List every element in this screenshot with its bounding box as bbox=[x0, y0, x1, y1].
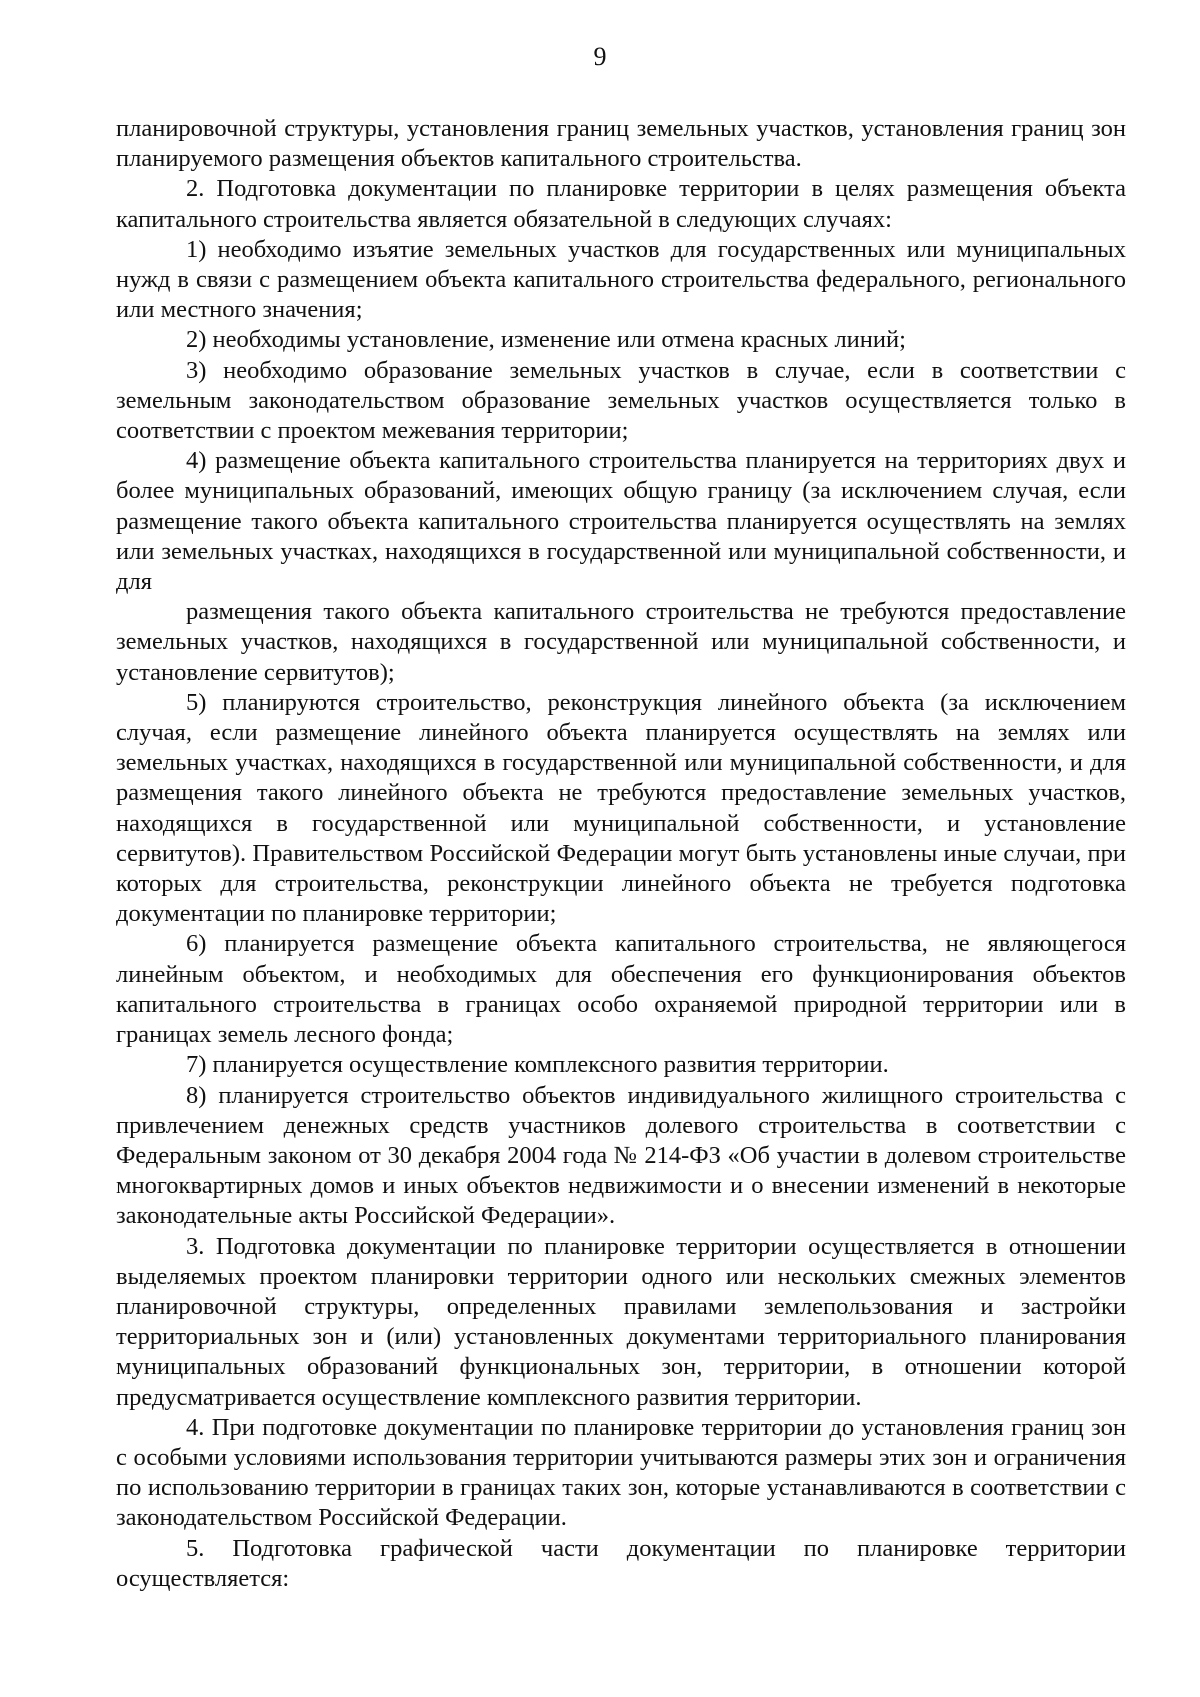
paragraph-subitem-2: 2) необходимы установление, изменение или отмена красных линий; bbox=[186, 326, 906, 354]
paragraph-subitem-4: 4) размещение объекта капитального строительства планируется на территориях двух и более муниципальных образований, имеющих общую границу (за исключением случая, если размещение такого объекта капитального строительства планируется осуществлять на землях или земельных участках, находящихся в государственной или муниципальной собственности, и для bbox=[116, 447, 1126, 596]
paragraph-item-4: 4. При подготовке документации по планировке территории до установления границ зон с особыми условиями использования территории учитываются размеры этих зон и ограничения по использованию территории в границах таких зон, которые устанавливаются в соответствии с законодательством Российской Федерации. bbox=[116, 1413, 1126, 1532]
paragraph-subitem-5: 5) планируются строительство, реконструкция линейного объекта (за исключением случая, если размещение линейного объекта планируется осуществлять на землях или земельных участках, находящихся в государственной или муниципальной собственности, и для размещения такого линейного объекта не требуются предоставление земельных участков, находящихся в государственной или муниципальной собственности, и установление сервитутов). Правительством Российской Федерации могут быть установлены иные случаи, при которых для строительства, реконструкции линейного объекта не требуется подготовка документации по планировке территории; bbox=[116, 688, 1126, 928]
paragraph-subitem-3: 3) необходимо образование земельных участков в случае, если в соответствии с земельным законодательством образование земельных участков осуществляется только в соответствии с проектом межевания территории; bbox=[116, 356, 1126, 445]
paragraph-subitem-6: 6) планируется размещение объекта капитального строительства, не являющегося линейным объектом, и необходимых для обеспечения его функционирования объектов капитального строительства в границах особо охраняемой природной территории или в границах земель лесного фонда; bbox=[116, 930, 1126, 1049]
page-number: 9 bbox=[593, 42, 607, 71]
paragraph-subitem-7: 7) планируется осуществление комплексного развития территории. bbox=[186, 1051, 889, 1079]
paragraph-continuation: планировочной структуры, установления границ земельных участков, установления границ зон планируемого размещения объектов капитального строительства. bbox=[116, 115, 1126, 173]
paragraph-subitem-1: 1) необходимо изъятие земельных участков для государственных или муниципальных нужд в связи с размещением объекта капитального строительства федерального, регионального или местного значения; bbox=[116, 235, 1126, 324]
paragraph-item-3: 3. Подготовка документации по планировке территории осуществляется в отношении выделяемых проектом планировки территории одного или нескольких смежных элементов планировочной структуры, определенных правилами землепользования и застройки территориальных зон и (или) установленных документами территориального планирования муниципальных образований функциональных зон, территории, в отношении которой предусматривается осуществление комплексного развития территории. bbox=[116, 1232, 1126, 1411]
document-body bbox=[116, 114, 1126, 1594]
paragraph-subitem-8: 8) планируется строительство объектов индивидуального жилищного строительства с привлечением денежных средств участников долевого строительства в соответствии с Федеральным законом от 30 декабря 2004 года № 214-ФЗ «Об участии в долевом строительстве многоквартирных домов и иных объектов недвижимости и о внесении изменений в некоторые законодательные акты Российской Федерации». bbox=[116, 1081, 1126, 1230]
paragraph-item-2: 2. Подготовка документации по планировке территории в целях размещения объекта капитального строительства является обязательной в следующих случаях: bbox=[116, 175, 1126, 233]
paragraph-item-5: 5. Подготовка графической части документации по планировке территории осуществляется: bbox=[116, 1534, 1126, 1592]
paragraph-subitem-4-continued: размещения такого объекта капитального строительства не требуются предоставление земельных участков, находящихся в государственной или муниципальной собственности, и установление сервитутов); bbox=[116, 598, 1126, 686]
